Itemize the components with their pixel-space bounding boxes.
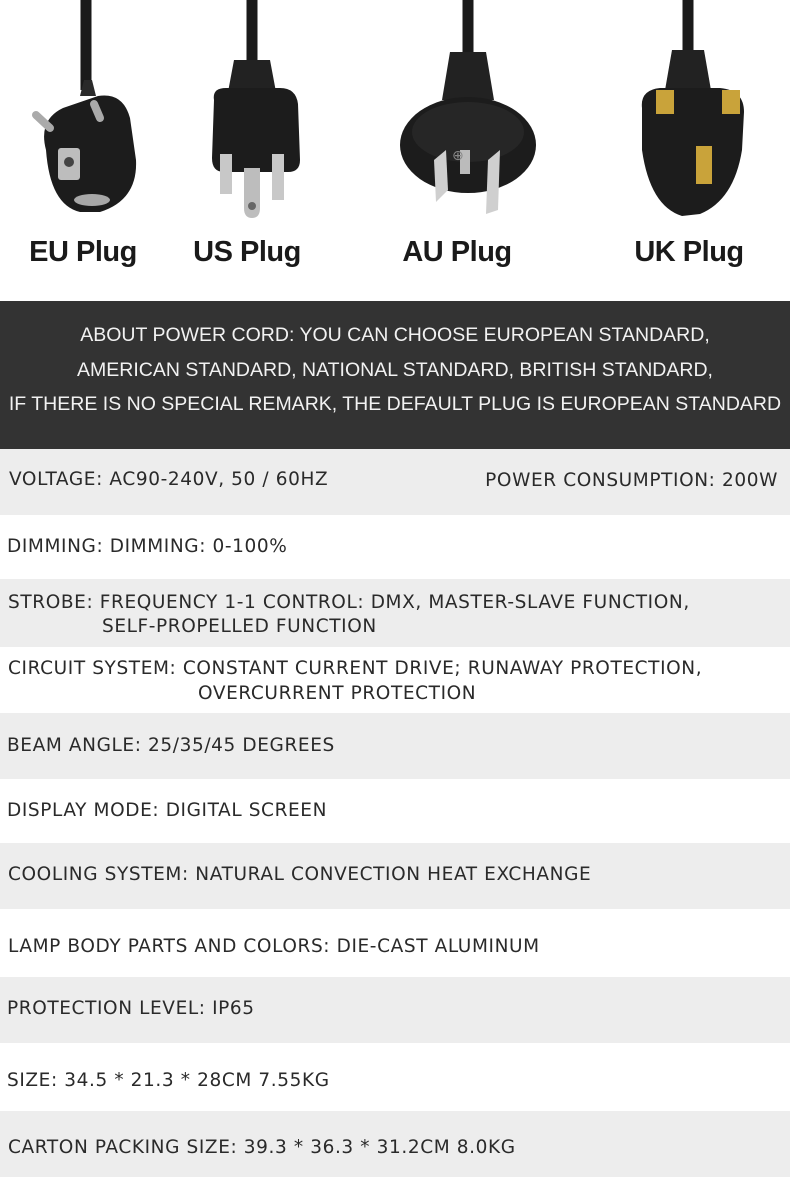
svg-text:⊕: ⊕ <box>452 148 464 164</box>
voltage-spec: VOLTAGE: AC90-240V, 50 / 60HZ <box>9 469 329 490</box>
us-plug <box>152 0 342 300</box>
circuit-spec-line-1: CIRCUIT SYSTEM: CONSTANT CURRENT DRIVE; RUNAWAY PROTECTION, <box>8 658 703 679</box>
notice-line-3: IF THERE IS NO SPECIAL REMARK, THE DEFAULT PLUG IS EUROPEAN STANDARD <box>8 393 782 415</box>
cooling-system-spec: COOLING SYSTEM: NATURAL CONVECTION HEAT EXCHANGE <box>8 864 592 885</box>
carton-size-spec: CARTON PACKING SIZE: 39.3 * 36.3 * 31.2CM 8.0KG <box>8 1137 516 1158</box>
spec-row-display <box>0 779 790 843</box>
spec-row-circuit <box>0 647 790 713</box>
au-plug-label: AU Plug <box>402 236 512 268</box>
spec-row-protection <box>0 977 790 1043</box>
us-plug-label: US Plug <box>193 236 301 268</box>
lamp-body-spec: LAMP BODY PARTS AND COLORS: DIE-CAST ALUMINUM <box>8 936 540 957</box>
uk-plug-label: UK Plug <box>634 236 744 268</box>
protection-level-spec: PROTECTION LEVEL: IP65 <box>7 998 255 1019</box>
au-plug-icon <box>362 0 552 230</box>
spec-row-size <box>0 1043 790 1111</box>
power-consumption-spec: POWER CONSUMPTION: 200W <box>485 470 778 491</box>
spec-row-dimming <box>0 515 790 579</box>
spec-row-carton <box>0 1111 790 1177</box>
spec-row-body <box>0 909 790 977</box>
strobe-spec-line-1: STROBE: FREQUENCY 1-1 CONTROL: DMX, MASTER-SLAVE FUNCTION, <box>8 592 690 613</box>
notice-line-1: ABOUT POWER CORD: YOU CAN CHOOSE EUROPEAN STANDARD, <box>80 324 710 346</box>
spec-row-voltage <box>0 449 790 515</box>
spec-row-beam <box>0 713 790 779</box>
size-spec: SIZE: 34.5 * 21.3 * 28CM 7.55KG <box>7 1070 330 1091</box>
spec-row-strobe <box>0 579 790 647</box>
uk-plug-icon <box>594 0 784 230</box>
spec-row-cooling <box>0 843 790 909</box>
dimming-spec: DIMMING: DIMMING: 0-100% <box>7 536 288 557</box>
eu-plug-label: EU Plug <box>29 236 137 268</box>
power-cord-notice <box>0 301 790 449</box>
circuit-spec-line-2: OVERCURRENT PROTECTION <box>198 683 477 704</box>
au-plug <box>362 0 552 300</box>
notice-line-2: AMERICAN STANDARD, NATIONAL STANDARD, BRITISH STANDARD, <box>77 358 713 381</box>
plug-types-section <box>0 0 790 300</box>
strobe-spec-line-2: SELF-PROPELLED FUNCTION <box>102 616 377 637</box>
us-plug-icon <box>152 0 342 230</box>
display-mode-spec: DISPLAY MODE: DIGITAL SCREEN <box>7 800 328 821</box>
beam-angle-spec: BEAM ANGLE: 25/35/45 DEGREES <box>7 735 335 756</box>
uk-plug <box>594 0 784 300</box>
